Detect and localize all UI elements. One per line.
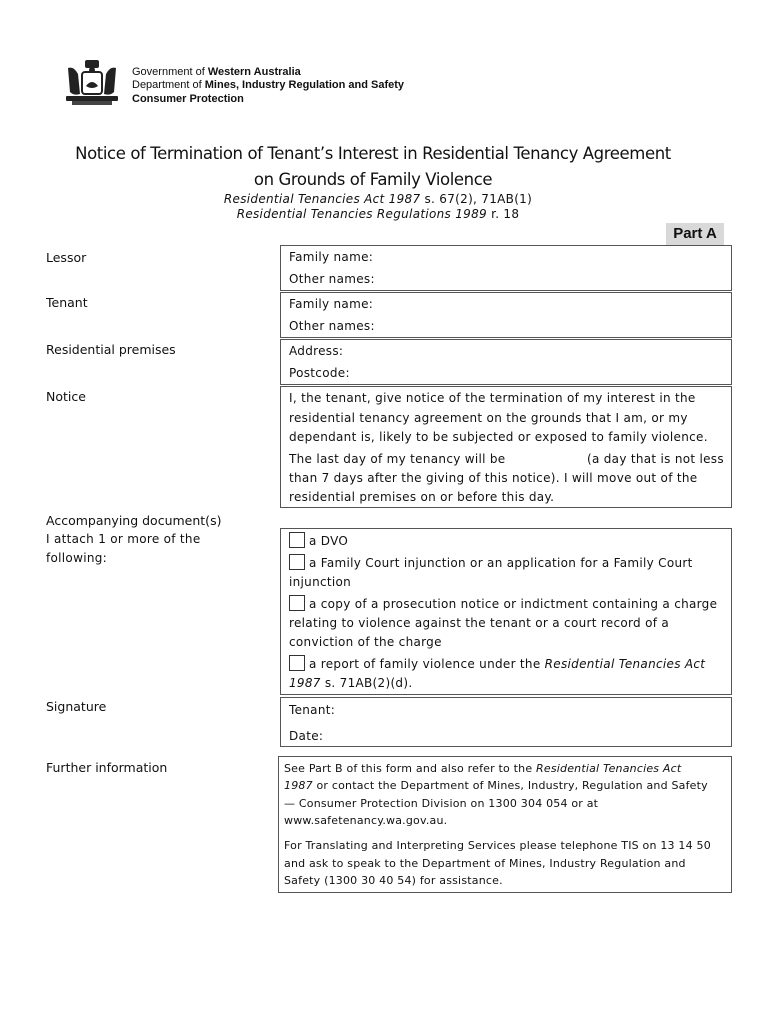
family-violence-report-checkbox[interactable] [289,655,305,671]
notice-text-line-5: than 7 days after the giving of this notice). I will move out of the [289,471,698,485]
form-title-line-1: Notice of Termination of Tenant’s Interest in Residential Tenancy Agreement [75,144,671,163]
tenant-other-names-label: Other names: [289,319,375,333]
notice-text-line-1: I, the tenant, give notice of the termination of my interest in the [289,391,696,405]
notice-label: Notice [46,389,86,404]
further-text-line-1: See Part B of this form and also refer to the Residential Tenancies Act [284,762,682,775]
signature-box[interactable] [280,697,732,747]
wa-government-crest-logo [62,58,122,106]
option-dvo: a DVO [289,532,348,550]
notice-text-line-3: dependant is, likely to be subjected or exposed to family violence. [289,430,708,444]
regulations-reference: Residential Tenancies Regulations 1989 r. 18 [236,207,520,221]
signature-date-label: Date: [289,729,324,743]
tenant-label: Tenant [46,295,88,310]
government-line: Government of Western Australia [132,66,301,78]
tis-text-line-1: For Translating and Interpreting Services please telephone TIS on 13 14 50 [284,839,711,852]
option-family-violence-report-line-2: 1987 s. 71AB(2)(d). [289,676,413,690]
option-family-violence-report: a report of family violence under the Residential Tenancies Act [289,655,705,673]
signature-tenant-label: Tenant: [289,703,336,717]
division-line: Consumer Protection [132,93,244,105]
notice-box [280,386,732,508]
lessor-family-name-label: Family name: [289,250,374,264]
act-reference: Residential Tenancies Act 1987 s. 67(2), 71AB(1) [223,192,533,206]
premises-box[interactable] [280,339,732,385]
documents-label: Accompanying document(s) [46,513,222,528]
dvo-checkbox[interactable] [289,532,305,548]
option-family-court-line-2: injunction [289,575,352,589]
further-information-label: Further information [46,760,168,775]
documents-box [280,528,732,695]
premises-label: Residential premises [46,342,176,357]
notice-text-line-4a: The last day of my tenancy will be [289,452,506,466]
option-prosecution: a copy of a prosecution notice or indictment containing a charge [289,595,717,613]
notice-text-line-6: residential premises on or before this day. [289,490,555,504]
postcode-label: Postcode: [289,366,350,380]
documents-instruction-line-2: following: [46,551,107,565]
signature-label: Signature [46,699,107,714]
further-text-line-3: — Consumer Protection Division on 1300 304 054 or at [284,797,599,810]
prosecution-checkbox[interactable] [289,595,305,611]
further-information-box [278,756,732,893]
tenant-box[interactable] [280,292,732,338]
lessor-other-names-label: Other names: [289,272,375,286]
option-family-court: a Family Court injunction or an application for a Family Court [289,554,693,572]
tis-text-line-2: and ask to speak to the Department of Mines, Industry Regulation and [284,857,686,870]
family-court-checkbox[interactable] [289,554,305,570]
tis-text-line-3: Safety (1300 30 40 54) for assistance. [284,874,503,887]
department-line: Department of Mines, Industry Regulation and Safety [132,79,405,91]
address-label: Address: [289,344,344,358]
tenant-family-name-label: Family name: [289,297,374,311]
lessor-box[interactable] [280,245,732,291]
further-text-line-2: 1987 or contact the Department of Mines, Industry, Regulation and Safety [284,779,708,792]
part-a-badge: Part A [666,223,724,245]
lessor-label: Lessor [46,250,87,265]
notice-text-line-2: residential tenancy agreement on the grounds that I am, or my [289,411,688,425]
notice-text-line-4b: (a day that is not less [587,452,724,466]
form-title-line-2: on Grounds of Family Violence [253,170,493,189]
documents-instruction-line-1: I attach 1 or more of the [46,532,201,546]
safetenancy-link[interactable]: www.safetenancy.wa.gov.au. [284,814,448,827]
option-prosecution-line-2: relating to violence against the tenant or a court record of a [289,616,670,630]
option-prosecution-line-3: conviction of the charge [289,635,442,649]
